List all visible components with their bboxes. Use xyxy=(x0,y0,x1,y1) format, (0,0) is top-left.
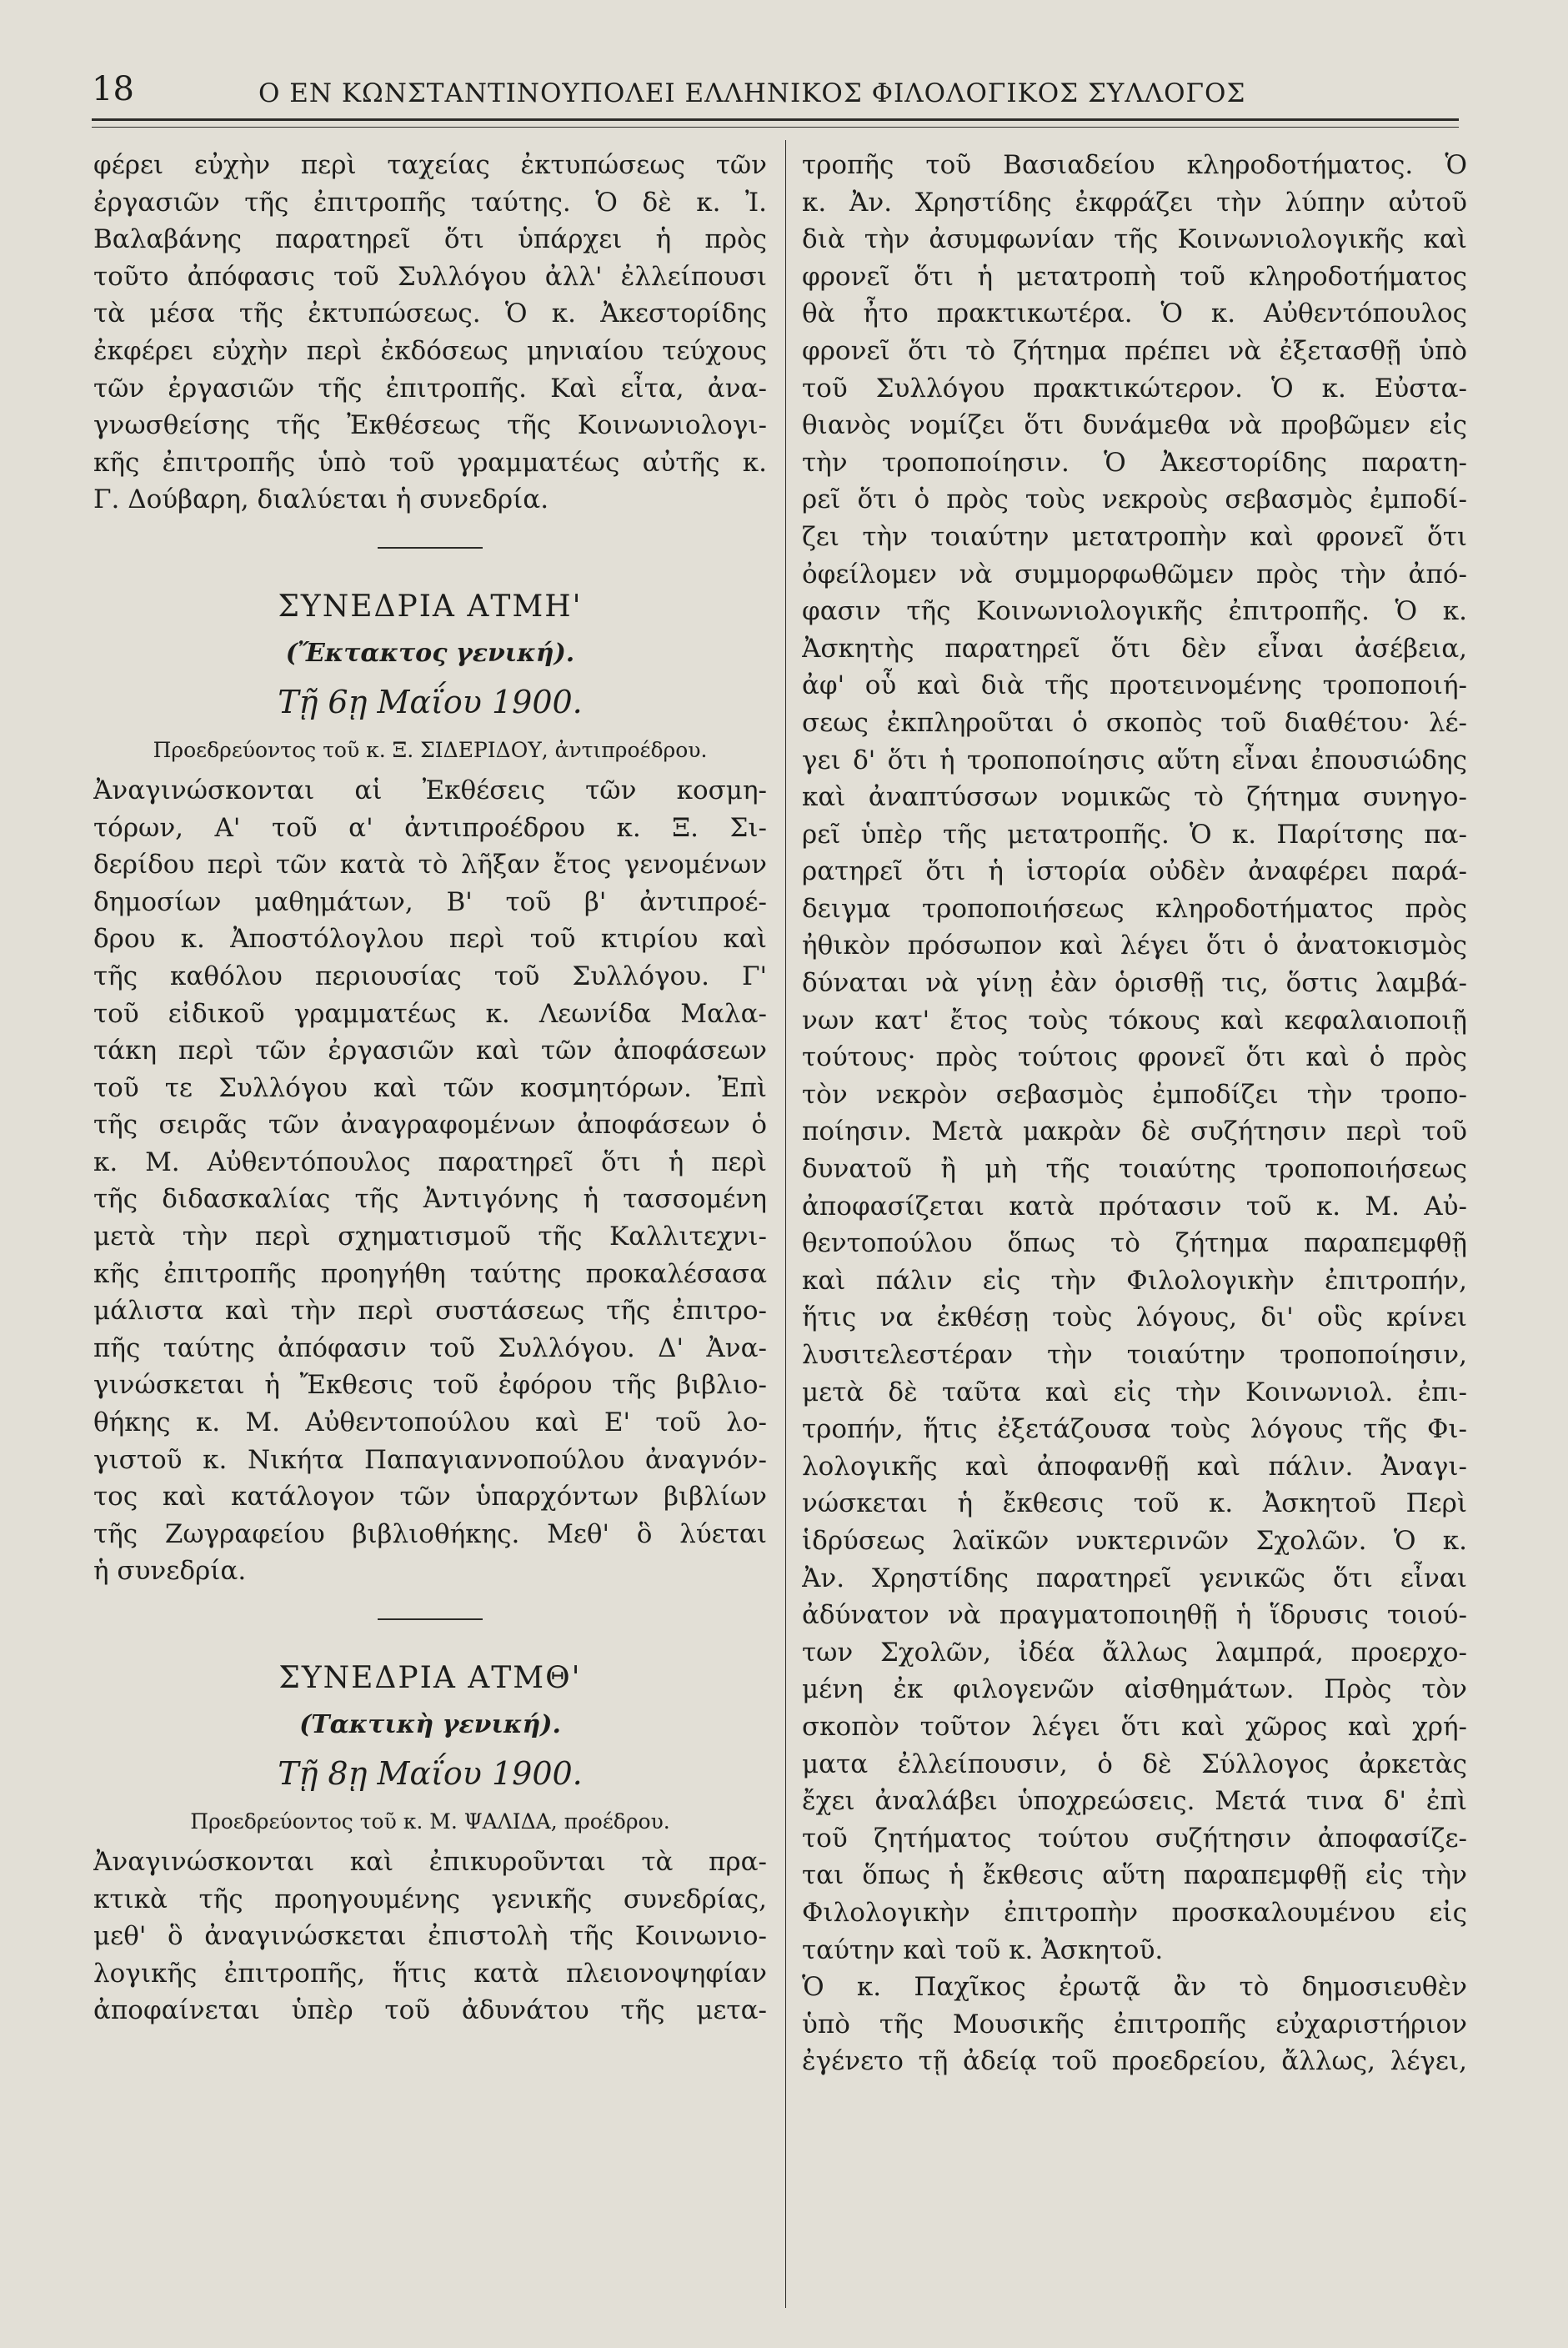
text-line: τῆς διδασκαλίας τῆς Ἀντιγόνης ἡ τασσομένη xyxy=(93,1184,767,1215)
text-line: μετὰ τὴν περὶ σχηματισμοῦ τῆς Καλλιτεχνι- xyxy=(93,1222,767,1252)
text-line: κ. Μ. Αὐθεντόπουλος παρατηρεῖ ὅτι ἡ περὶ xyxy=(93,1146,767,1177)
text-line: πῆς ταύτης ἀπόφασιν τοῦ Συλλόγου. Δ' Ἀνα- xyxy=(93,1332,767,1363)
text-line: δειγμα τροποποιήσεως κληροδοτήματος πρὸς xyxy=(802,893,1467,924)
session-atmth xyxy=(93,1653,767,2029)
header-rule-thick xyxy=(92,118,1459,121)
right-column xyxy=(802,147,1467,2080)
text-line: μεθ' ὃ ἀναγινώσκεται ἐπιστολὴ τῆς Κοινωνιο- xyxy=(93,1921,767,1952)
text-line: φρονεῖ ὅτι ἡ μετατροπὴ τοῦ κληροδοτήματος xyxy=(802,261,1467,292)
text-line: νων κατ' ἔτος τοὺς τόκους καὶ κεφαλαιοποιῇ xyxy=(802,1005,1467,1036)
text-line: γινώσκεται ἡ Ἔκθεσις τοῦ ἐφόρου τῆς βιβλιο- xyxy=(93,1370,767,1401)
text-line: ἀποφαίνεται ὑπὲρ τοῦ ἀδυνάτου τῆς μετα- xyxy=(93,1995,767,2026)
text-line: Ἀναγινώσκονται αἱ Ἐκθέσεις τῶν κοσμη- xyxy=(93,775,767,805)
text-line: κτικὰ τῆς προηγουμένης γενικῆς συνεδρίας, xyxy=(93,1884,767,1914)
text-line: μετὰ δὲ ταῦτα καὶ εἰς τὴν Κοινωνιολ. ἐπι- xyxy=(802,1377,1467,1407)
text-line: ἐκφέρει εὐχὴν περὶ ἐκδόσεως μηνιαίου τεύχους xyxy=(93,335,767,366)
text-line: θεντοπούλου ὅπως τὸ ζήτημα παραπεμφθῇ xyxy=(802,1228,1467,1259)
text-line: ἱδρύσεως λαϊκῶν νυκτερινῶν Σχολῶν. Ὁ κ. xyxy=(802,1525,1467,1556)
left-column xyxy=(93,147,767,2029)
text-line: θὰ ἦτο πρακτικωτέρα. Ὁ κ. Αὐθεντόπουλος xyxy=(802,299,1467,329)
text-line: τοῦ ζητήματος τούτου συζήτησιν ἀποφασίζε- xyxy=(802,1823,1467,1854)
text-line: φέρει εὐχὴν περὶ ταχείας ἐκτυπώσεως τῶν xyxy=(93,150,767,180)
text-line: μάλιστα καὶ τὴν περὶ συστάσεως τῆς ἐπιτρο- xyxy=(93,1296,767,1327)
text-line: κ. Ἀν. Χρηστίδης ἐκφράζει τὴν λύπην αὐτοῦ xyxy=(802,187,1467,218)
text-line: ὑπὸ τῆς Μουσικῆς ἐπιτροπῆς εὐχαριστήριον xyxy=(802,2009,1467,2039)
text-line: κῆς ἐπιτροπῆς ὑπὸ τοῦ γραμματέως αὐτῆς κ. xyxy=(93,447,767,478)
text-line: τροπήν, ἥτις ἐξετάζουσα τοὺς λόγους τῆς Φι- xyxy=(802,1414,1467,1445)
text-line: ἠθικὸν πρόσωπον καὶ λέγει ὅτι ὁ ἀνατοκισμὸς xyxy=(802,931,1467,961)
text-line: φασιν τῆς Κοινωνιολογικῆς ἐπιτροπῆς. Ὁ κ. xyxy=(802,596,1467,627)
text-line: σεως ἐκπληροῦται ὁ σκοπὸς τοῦ διαθέτου· λέ- xyxy=(802,707,1467,738)
text-line: ἥτις να ἐκθέσῃ τοὺς λόγους, δι' οὓς κρίνει xyxy=(802,1302,1467,1333)
text-line: τὴν τροποποίησιν. Ὁ Ἀκεστορίδης παρατη- xyxy=(802,447,1467,478)
text-line: Ἀσκητὴς παρατηρεῖ ὅτι δὲν εἶναι ἀσέβεια, xyxy=(802,633,1467,664)
text-line: τῶν ἐργασιῶν τῆς ἐπιτροπῆς. Καὶ εἶτα, ἀνα- xyxy=(93,373,767,404)
text-line: τὰ μέσα τῆς ἐκτυπώσεως. Ὁ κ. Ἀκεστορίδης xyxy=(93,299,767,329)
session-title: ΣΥΝΕΔΡΙΑ ΑΤΜΗ' xyxy=(278,589,583,624)
text-line: τροπῆς τοῦ Βασιαδείου κληροδοτήματος. Ὁ xyxy=(802,150,1467,180)
header-rule-thin xyxy=(92,127,1459,128)
text-line: γιστοῦ κ. Νικήτα Παπαγιαννοπούλου ἀναγνόν- xyxy=(93,1444,767,1475)
session-atmh xyxy=(93,582,767,1590)
text-line: γνωσθείσης τῆς Ἐκθέσεως τῆς Κοινωνιολογι- xyxy=(93,410,767,441)
text-line: τὸν νεκρὸν σεβασμὸς ἐμποδίζει τὴν τροπο- xyxy=(802,1079,1467,1110)
section-separator xyxy=(378,1618,483,1620)
page-header xyxy=(92,70,1459,110)
text-line: τοῦ εἰδικοῦ γραμματέως κ. Λεωνίδα Μαλα- xyxy=(93,998,767,1029)
text-line: λογικῆς ἐπιτροπῆς, ἥτις κατὰ πλειονοψηφίαν xyxy=(93,1958,767,1989)
text-line: σκοπὸν τοῦτον λέγει ὅτι καὶ χῶρος καὶ χρή- xyxy=(802,1711,1467,1742)
column-divider xyxy=(785,140,786,2308)
text-line: ἔχει ἀναλάβει ὑποχρεώσεις. Μετά τινα δ' ἐπὶ xyxy=(802,1786,1467,1817)
text-line: Ὁ κ. Παχῖκος ἐρωτᾷ ἂν τὸ δημοσιευθὲν xyxy=(802,1972,1467,2003)
text-line: τος καὶ κατάλογον τῶν ὑπαρχόντων βιβλίων xyxy=(93,1482,767,1513)
text-line: Γ. Δούβαρη, διαλύεται ἡ συνεδρία. xyxy=(93,484,549,515)
text-line: των Σχολῶν, ἰδέα ἄλλως λαμπρά, προερχο- xyxy=(802,1637,1467,1668)
text-line: ἀδύνατον νὰ πραγματοποιηθῇ ἡ ἵδρυσις τοιού- xyxy=(802,1600,1467,1631)
text-line: φρονεῖ ὅτι τὸ ζήτημα πρέπει νὰ ἐξετασθῇ ὑπὸ xyxy=(802,335,1467,366)
text-line: τοῦτο ἀπόφασις τοῦ Συλλόγου ἀλλ' ἐλλείπουσι xyxy=(93,261,767,292)
session-date: Τῇ 6ῃ Μαΐου 1900. xyxy=(278,683,583,720)
text-line: ρατηρεῖ ὅτι ἡ ἱστορία οὐδὲν ἀναφέρει παρά- xyxy=(802,856,1467,887)
text-line: τάκη περὶ τῶν ἐργασιῶν καὶ τῶν ἀποφάσεων xyxy=(93,1036,767,1066)
text-line: δημοσίων μαθημάτων, Β' τοῦ β' ἀντιπροέ- xyxy=(93,886,767,917)
text-line: τούτους· πρὸς τούτοις φρονεῖ ὅτι καὶ ὁ πρὸς xyxy=(802,1042,1467,1073)
text-line: δύναται νὰ γίνῃ ἐὰν ὁρισθῇ τις, ὅστις λαμβά- xyxy=(802,968,1467,999)
session-chair: Προεδρεύοντος τοῦ κ. Ξ. ΣΙΔΕΡΙΔΟΥ, ἀντιπροέδρου. xyxy=(153,737,708,762)
text-line: κῆς ἐπιτροπῆς προηγήθη ταύτης προκαλέσασα xyxy=(93,1258,767,1289)
text-line: τόρων, Α' τοῦ α' ἀντιπροέδρου κ. Ξ. Σι- xyxy=(93,812,767,843)
text-line: δρου κ. Ἀποστόλογλου περὶ τοῦ κτιρίου καὶ xyxy=(93,924,767,955)
intro-paragraph xyxy=(93,147,767,519)
text-line: καὶ πάλιν εἰς τὴν Φιλολογικὴν ἐπιτροπήν, xyxy=(802,1265,1467,1296)
text-line: τοῦ Συλλόγου πρακτικώτερον. Ὁ κ. Εὐστα- xyxy=(802,373,1467,404)
text-line: δερίδου περὶ τῶν κατὰ τὸ λῆξαν ἔτος γενομένων xyxy=(93,850,767,880)
text-line: ἐγένετο τῇ ἀδείᾳ τοῦ προεδρείου, ἄλλως, λέγει, xyxy=(802,2046,1467,2077)
text-line: λολογικῆς καὶ ἀποφανθῇ καὶ πάλιν. Ἀναγι- xyxy=(802,1451,1467,1482)
text-line: ρεῖ ὑπὲρ τῆς μετατροπῆς. Ὁ κ. Παρίτσης πα- xyxy=(802,819,1467,850)
text-line: Φιλολογικὴν ἐπιτροπὴν προσκαλουμένου εἰς xyxy=(802,1897,1467,1928)
text-line: Βαλαβάνης παρατηρεῖ ὅτι ὑπάρχει ἡ πρὸς xyxy=(93,224,767,255)
text-line: ἐργασιῶν τῆς ἐπιτροπῆς ταύτης. Ὁ δὲ κ. Ἰ. xyxy=(93,187,767,218)
text-line: ταύτην καὶ τοῦ κ. Ἀσκητοῦ. xyxy=(802,1934,1164,1965)
text-line: ἀποφασίζεται κατὰ πρότασιν τοῦ κ. Μ. Αὐ- xyxy=(802,1191,1467,1222)
text-line: θήκης κ. Μ. Αὐθεντοπούλου καὶ Ε' τοῦ λο- xyxy=(93,1407,767,1438)
text-line: τῆς Ζωγραφείου βιβλιοθήκης. Μεθ' ὃ λύεται xyxy=(93,1518,767,1549)
text-line: θιανὸς νομίζει ὅτι δυνάμεθα νὰ προβῶμεν εἰς xyxy=(802,410,1467,441)
text-line: Ἀναγινώσκονται καὶ ἐπικυροῦνται τὰ πρα- xyxy=(93,1847,767,1877)
text-line: τῆς σειρᾶς τῶν ἀναγραφομένων ἀποφάσεων ὁ xyxy=(93,1110,767,1141)
section-separator xyxy=(378,547,483,549)
session-date: Τῇ 8ῃ Μαΐου 1900. xyxy=(278,1755,583,1792)
text-line: γει δ' ὅτι ἡ τροποποίησις αὕτη εἶναι ἐπουσιώδης xyxy=(802,745,1467,775)
text-line: μένη ἐκ φιλογενῶν αἰσθημάτων. Πρὸς τὸν xyxy=(802,1674,1467,1705)
text-line: ἀφ' οὗ καὶ διὰ τῆς προτεινομένης τροποποιή- xyxy=(802,670,1467,701)
text-line: καὶ ἀναπτύσσων νομικῶς τὸ ζήτημα συνηγο- xyxy=(802,782,1467,813)
text-line: τοῦ τε Συλλόγου καὶ τῶν κοσμητόρων. Ἐπὶ xyxy=(93,1072,767,1103)
text-line: ματα ἐλλείπουσιν, ὁ δὲ Σύλλογος ἀρκετὰς xyxy=(802,1748,1467,1779)
session-type: (Τακτικὴ γενική). xyxy=(299,1710,561,1739)
running-title: Ο ΕΝ ΚΩΝΣΤΑΝΤΙΝΟΥΠΟΛΕΙ ΕΛΛΗΝΙΚΟΣ ΦΙΛΟΛΟΓΙΚΟΣ ΣΥΛΛΟΓΟΣ xyxy=(258,78,1246,108)
session-type: (Ἔκτακτος γενική). xyxy=(285,638,575,668)
text-line: ἡ συνεδρία. xyxy=(93,1556,247,1587)
text-line: ται ὅπως ἡ ἔκθεσις αὕτη παραπεμφθῇ εἰς τὴν xyxy=(802,1860,1467,1891)
text-line: ζει τὴν τοιαύτην μετατροπὴν καὶ φρονεῖ ὅτι xyxy=(802,521,1467,552)
text-line: ὀφείλομεν νὰ συμμορφωθῶμεν πρὸς τὴν ἀπό- xyxy=(802,559,1467,590)
text-line: ποίησιν. Μετὰ μακρὰν δὲ συζήτησιν περὶ τοῦ xyxy=(802,1116,1467,1147)
text-line: ρεῖ ὅτι ὁ πρὸς τοὺς νεκροὺς σεβασμὸς ἐμποδί- xyxy=(802,484,1467,515)
text-line: λυσιτελεστέραν τὴν τοιαύτην τροποποίησιν, xyxy=(802,1340,1467,1370)
text-line: Ἀν. Χρηστίδης παρατηρεῖ γενικῶς ὅτι εἶναι xyxy=(802,1563,1467,1593)
text-line: δυνατοῦ ἢ μὴ τῆς τοιαύτης τροποποιήσεως xyxy=(802,1154,1467,1185)
text-line: διὰ τὴν ἀσυμφωνίαν τῆς Κοινωνιολογικῆς καὶ xyxy=(802,224,1467,255)
text-line: τῆς καθόλου περιουσίας τοῦ Συλλόγου. Γ' xyxy=(93,961,767,991)
page-number: 18 xyxy=(92,70,134,108)
text-line: νώσκεται ἡ ἔκθεσις τοῦ κ. Ἀσκητοῦ Περὶ xyxy=(802,1488,1467,1519)
session-title: ΣΥΝΕΔΡΙΑ ΑΤΜΘ' xyxy=(278,1661,582,1695)
session-chair: Προεδρεύοντος τοῦ κ. Μ. ΨΑΛΙΔΑ, προέδρου. xyxy=(190,1809,670,1834)
